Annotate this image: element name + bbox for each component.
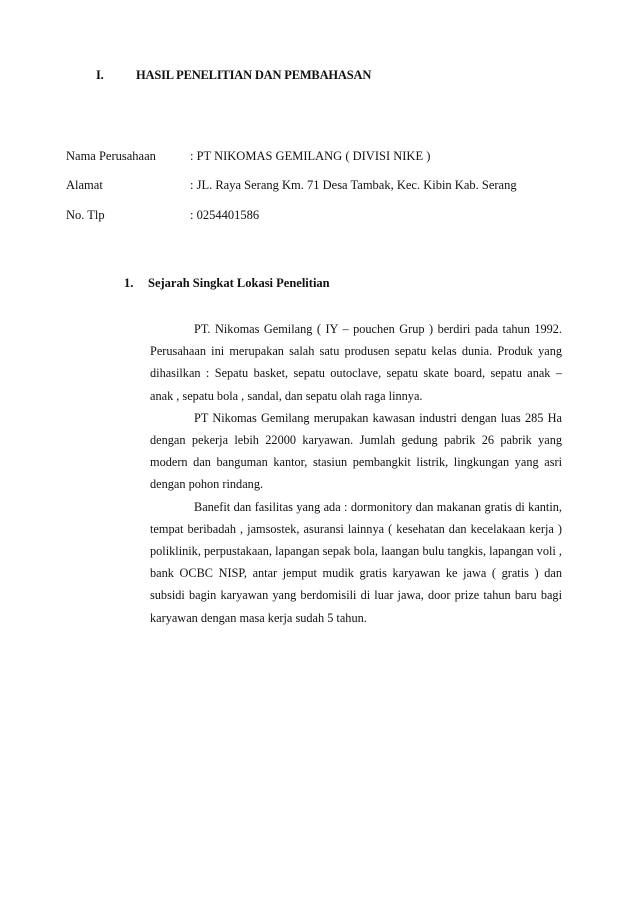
subsection-title: Sejarah Singkat Lokasi Penelitian bbox=[148, 276, 330, 290]
subsection-heading bbox=[124, 276, 330, 291]
paragraph: Banefit dan fasilitas yang ada : dormonitory dan makanan gratis di kantin, tempat beribadah , jamsostek, asuransi lainnya ( kesehatan dan kecelakaan kerja ) poliklinik, perpustakaan, lapangan sepak bola, laangan bulu tangkis, lapangan voli , bank OCBC NISP, antar jemput mudik gratis karyawan ke jawa ( gratis ) dan subsidi bagin karyawan yang berdomisili di luar jawa, door prize tahun baru bagi karyawan dengan masa kerja sudah 5 tahun. bbox=[150, 499, 562, 625]
info-value: : JL. Raya Serang Km. 71 Desa Tambak, Kec. Kibin Kab. Serang bbox=[190, 178, 517, 192]
info-label: No. Tlp bbox=[66, 208, 105, 222]
body-text bbox=[150, 318, 562, 629]
info-value: : 0254401586 bbox=[190, 208, 260, 222]
subsection-number: 1. bbox=[124, 276, 134, 290]
info-row-phone bbox=[66, 208, 259, 223]
paragraph: PT Nikomas Gemilang merupakan kawasan industri dengan luas 285 Ha dengan pekerja lebih 22000 karyawan. Jumlah gedung pabrik 26 pabrik yang modern dan banguman kantor, stasiun pembangkit listrik, lingkungan yang asri dengan pohon rindang. bbox=[150, 410, 562, 492]
info-value: : PT NIKOMAS GEMILANG ( DIVISI NIKE ) bbox=[190, 149, 431, 163]
paragraph: PT. Nikomas Gemilang ( IY – pouchen Grup ) berdiri pada tahun 1992. Perusahaan ini merupakan salah satu produsen sepatu kelas dunia. Produk yang dihasilkan : Sepatu basket, sepatu outoclave, sepatu skate board, sepatu anak – anak , sepatu bola , sandal, dan sepatu olah raga linnya. bbox=[150, 322, 562, 403]
info-row-address bbox=[66, 178, 517, 193]
section-number: I. bbox=[96, 68, 104, 82]
info-row-company-name bbox=[66, 149, 430, 164]
info-label: Alamat bbox=[66, 178, 103, 192]
info-label: Nama Perusahaan bbox=[66, 149, 156, 163]
section-heading bbox=[96, 68, 371, 83]
section-title: HASIL PENELITIAN DAN PEMBAHASAN bbox=[136, 68, 372, 82]
